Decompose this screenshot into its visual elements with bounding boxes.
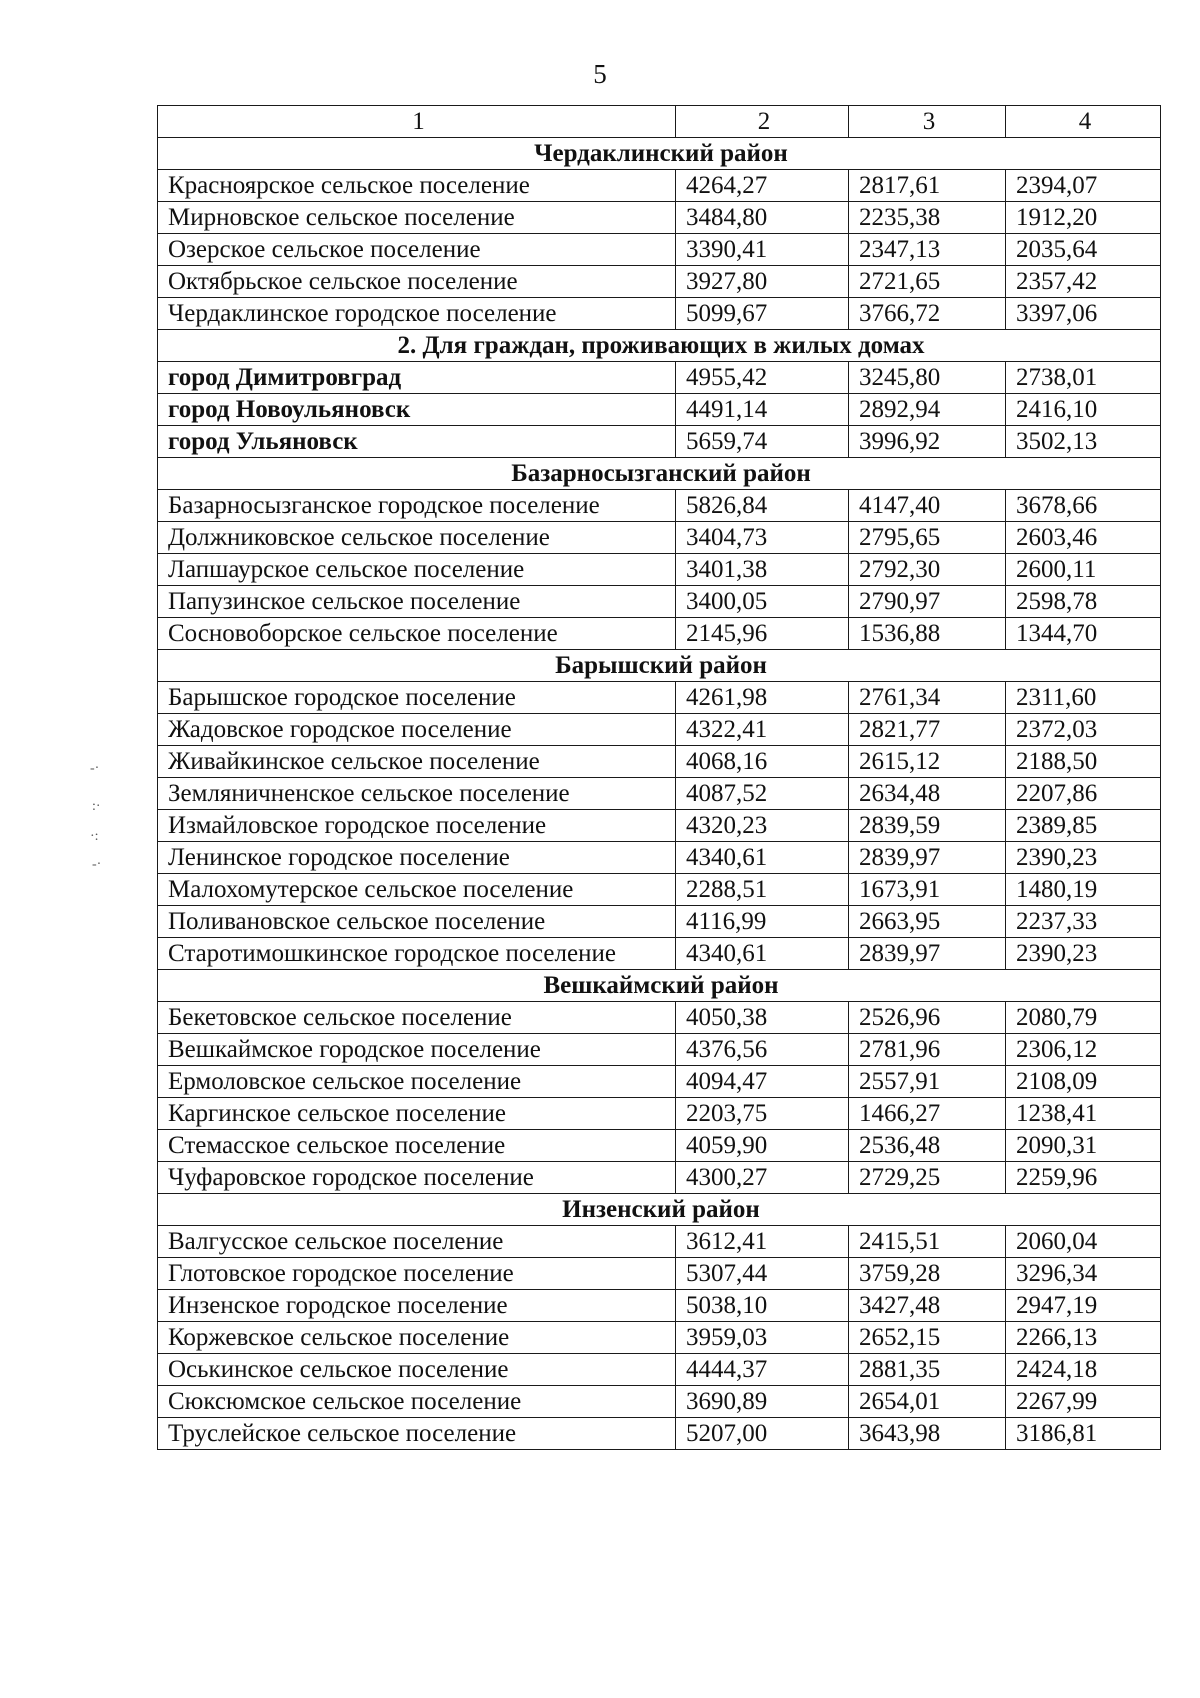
- settlement-name: Октябрьское сельское поселение: [158, 266, 676, 298]
- value-col-3: 2817,61: [849, 170, 1006, 202]
- value-col-3: 2729,25: [849, 1162, 1006, 1194]
- value-col-2: 4444,37: [676, 1354, 849, 1386]
- value-col-3: 2536,48: [849, 1130, 1006, 1162]
- value-col-2: 3404,73: [676, 522, 849, 554]
- settlement-name: Барышское городское поселение: [158, 682, 676, 714]
- value-col-3: 2652,15: [849, 1322, 1006, 1354]
- tariff-table: [157, 105, 1161, 1450]
- section-header-row: [158, 330, 1161, 362]
- settlement-name: Коржевское сельское поселение: [158, 1322, 676, 1354]
- column-header-1: 1: [158, 106, 676, 138]
- value-col-4: 2035,64: [1006, 234, 1161, 266]
- value-col-2: 3401,38: [676, 554, 849, 586]
- value-col-2: 2145,96: [676, 618, 849, 650]
- table-row: [158, 1258, 1161, 1290]
- table-row: [158, 554, 1161, 586]
- section-title: Базарносызганский район: [158, 458, 1161, 490]
- value-col-3: 1673,91: [849, 874, 1006, 906]
- section-header-row: [158, 970, 1161, 1002]
- section-title: Вешкаймский район: [158, 970, 1161, 1002]
- table-row: [158, 618, 1161, 650]
- table-row: [158, 778, 1161, 810]
- table-row: [158, 1322, 1161, 1354]
- table-row: [158, 1354, 1161, 1386]
- table-row: [158, 1418, 1161, 1450]
- table-row: [158, 170, 1161, 202]
- section-title: 2. Для граждан, проживающих в жилых домах: [158, 330, 1161, 362]
- value-col-4: 2259,96: [1006, 1162, 1161, 1194]
- value-col-2: 3612,41: [676, 1226, 849, 1258]
- settlement-name: Базарносызганское городское поселение: [158, 490, 676, 522]
- settlement-name: Озерское сельское поселение: [158, 234, 676, 266]
- value-col-3: 1536,88: [849, 618, 1006, 650]
- table-row: [158, 1162, 1161, 1194]
- table-row: [158, 746, 1161, 778]
- value-col-2: 4300,27: [676, 1162, 849, 1194]
- value-col-4: 2390,23: [1006, 842, 1161, 874]
- settlement-name: Красноярское сельское поселение: [158, 170, 676, 202]
- value-col-2: 5207,00: [676, 1418, 849, 1450]
- settlement-name: Поливановское сельское поселение: [158, 906, 676, 938]
- settlement-name: Инзенское городское поселение: [158, 1290, 676, 1322]
- table-row: [158, 714, 1161, 746]
- value-col-4: 2090,31: [1006, 1130, 1161, 1162]
- table-row: [158, 298, 1161, 330]
- value-col-4: 2357,42: [1006, 266, 1161, 298]
- value-col-4: 1480,19: [1006, 874, 1161, 906]
- value-col-2: 3400,05: [676, 586, 849, 618]
- value-col-3: 2761,34: [849, 682, 1006, 714]
- table-row: [158, 202, 1161, 234]
- value-col-4: 2390,23: [1006, 938, 1161, 970]
- settlement-name: Вешкаймское городское поселение: [158, 1034, 676, 1066]
- value-col-3: 2795,65: [849, 522, 1006, 554]
- table-row: [158, 490, 1161, 522]
- section-header-row: [158, 650, 1161, 682]
- settlement-name: Труслейское сельское поселение: [158, 1418, 676, 1450]
- value-col-3: 3766,72: [849, 298, 1006, 330]
- value-col-2: 3484,80: [676, 202, 849, 234]
- value-col-3: 3643,98: [849, 1418, 1006, 1450]
- value-col-4: 2600,11: [1006, 554, 1161, 586]
- section-title: Инзенский район: [158, 1194, 1161, 1226]
- table-row: [158, 1066, 1161, 1098]
- value-col-2: 5307,44: [676, 1258, 849, 1290]
- section-header-row: [158, 138, 1161, 170]
- settlement-name: Должниковское сельское поселение: [158, 522, 676, 554]
- settlement-name: Мирновское сельское поселение: [158, 202, 676, 234]
- value-col-2: 5099,67: [676, 298, 849, 330]
- scan-mark: -·: [90, 761, 100, 776]
- settlement-name: Чердаклинское городское поселение: [158, 298, 676, 330]
- value-col-2: 4340,61: [676, 842, 849, 874]
- value-col-3: 2892,94: [849, 394, 1006, 426]
- value-col-2: 4264,27: [676, 170, 849, 202]
- value-col-4: 3678,66: [1006, 490, 1161, 522]
- value-col-2: 4094,47: [676, 1066, 849, 1098]
- settlement-name: город Димитровград: [158, 362, 676, 394]
- value-col-2: 5826,84: [676, 490, 849, 522]
- table-row: [158, 1002, 1161, 1034]
- settlement-name: Малохомутерское сельское поселение: [158, 874, 676, 906]
- value-col-3: 2721,65: [849, 266, 1006, 298]
- value-col-4: 2311,60: [1006, 682, 1161, 714]
- settlement-name: Сосновоборское сельское поселение: [158, 618, 676, 650]
- value-col-2: 5038,10: [676, 1290, 849, 1322]
- value-col-3: 1466,27: [849, 1098, 1006, 1130]
- table-row: [158, 906, 1161, 938]
- settlement-name: Папузинское сельское поселение: [158, 586, 676, 618]
- value-col-2: 4059,90: [676, 1130, 849, 1162]
- value-col-4: 2416,10: [1006, 394, 1161, 426]
- value-col-4: 2738,01: [1006, 362, 1161, 394]
- settlement-name: Стемасское сельское поселение: [158, 1130, 676, 1162]
- value-col-3: 2881,35: [849, 1354, 1006, 1386]
- value-col-4: 2207,86: [1006, 778, 1161, 810]
- table-row: [158, 842, 1161, 874]
- value-col-2: 4376,56: [676, 1034, 849, 1066]
- value-col-4: 1344,70: [1006, 618, 1161, 650]
- table-row: [158, 1226, 1161, 1258]
- table-row: [158, 1386, 1161, 1418]
- value-col-4: 2603,46: [1006, 522, 1161, 554]
- value-col-3: 2235,38: [849, 202, 1006, 234]
- value-col-2: 4050,38: [676, 1002, 849, 1034]
- table-row: [158, 874, 1161, 906]
- value-col-3: 3245,80: [849, 362, 1006, 394]
- value-col-4: 2266,13: [1006, 1322, 1161, 1354]
- value-col-2: 2203,75: [676, 1098, 849, 1130]
- value-col-4: 2080,79: [1006, 1002, 1161, 1034]
- settlement-name: Сюксюмское сельское поселение: [158, 1386, 676, 1418]
- table-row: [158, 810, 1161, 842]
- table-row: [158, 1130, 1161, 1162]
- value-col-2: 4116,99: [676, 906, 849, 938]
- value-col-2: 4322,41: [676, 714, 849, 746]
- value-col-2: 4261,98: [676, 682, 849, 714]
- value-col-3: 2347,13: [849, 234, 1006, 266]
- scan-mark: -·: [92, 857, 102, 872]
- settlement-name: Бекетовское сельское поселение: [158, 1002, 676, 1034]
- table-row: [158, 682, 1161, 714]
- value-col-3: 2792,30: [849, 554, 1006, 586]
- table-row: [158, 938, 1161, 970]
- column-header-3: 3: [849, 106, 1006, 138]
- value-col-2: 4320,23: [676, 810, 849, 842]
- settlement-name: город Новоульяновск: [158, 394, 676, 426]
- value-col-3: 2654,01: [849, 1386, 1006, 1418]
- settlement-name: Валгусское сельское поселение: [158, 1226, 676, 1258]
- value-col-4: 1912,20: [1006, 202, 1161, 234]
- table-row: [158, 266, 1161, 298]
- settlement-name: Глотовское городское поселение: [158, 1258, 676, 1290]
- settlement-name: Живайкинское сельское поселение: [158, 746, 676, 778]
- value-col-4: 2394,07: [1006, 170, 1161, 202]
- value-col-2: 4491,14: [676, 394, 849, 426]
- value-col-3: 2790,97: [849, 586, 1006, 618]
- settlement-name: Чуфаровское городское поселение: [158, 1162, 676, 1194]
- page-number: 5: [593, 59, 607, 89]
- value-col-3: 2557,91: [849, 1066, 1006, 1098]
- column-number-row: [158, 106, 1161, 138]
- table-row: [158, 394, 1161, 426]
- value-col-3: 3759,28: [849, 1258, 1006, 1290]
- value-col-3: 2634,48: [849, 778, 1006, 810]
- value-col-4: 3502,13: [1006, 426, 1161, 458]
- table-row: [158, 1098, 1161, 1130]
- value-col-4: 3186,81: [1006, 1418, 1161, 1450]
- scan-mark: :·: [92, 799, 101, 814]
- value-col-2: 4087,52: [676, 778, 849, 810]
- table-row: [158, 1034, 1161, 1066]
- value-col-3: 2839,97: [849, 938, 1006, 970]
- value-col-4: 2108,09: [1006, 1066, 1161, 1098]
- section-title: Чердаклинский район: [158, 138, 1161, 170]
- table-row: [158, 1290, 1161, 1322]
- column-header-4: 4: [1006, 106, 1161, 138]
- settlement-name: Земляничненское сельское поселение: [158, 778, 676, 810]
- settlement-name: Каргинское сельское поселение: [158, 1098, 676, 1130]
- scan-mark: ·:: [90, 829, 99, 844]
- value-col-4: 3296,34: [1006, 1258, 1161, 1290]
- value-col-2: 2288,51: [676, 874, 849, 906]
- value-col-4: 1238,41: [1006, 1098, 1161, 1130]
- table-row: [158, 522, 1161, 554]
- value-col-4: 2424,18: [1006, 1354, 1161, 1386]
- value-col-4: 2372,03: [1006, 714, 1161, 746]
- value-col-4: 2598,78: [1006, 586, 1161, 618]
- table-row: [158, 234, 1161, 266]
- value-col-3: 2663,95: [849, 906, 1006, 938]
- settlement-name: Жадовское городское поселение: [158, 714, 676, 746]
- value-col-2: 3927,80: [676, 266, 849, 298]
- value-col-3: 2781,96: [849, 1034, 1006, 1066]
- value-col-2: 5659,74: [676, 426, 849, 458]
- value-col-4: 2237,33: [1006, 906, 1161, 938]
- table-row: [158, 586, 1161, 618]
- value-col-3: 3996,92: [849, 426, 1006, 458]
- section-title: Барышский район: [158, 650, 1161, 682]
- value-col-2: 4955,42: [676, 362, 849, 394]
- value-col-3: 2415,51: [849, 1226, 1006, 1258]
- value-col-4: 3397,06: [1006, 298, 1161, 330]
- section-header-row: [158, 458, 1161, 490]
- value-col-3: 2821,77: [849, 714, 1006, 746]
- settlement-name: Ленинское городское поселение: [158, 842, 676, 874]
- value-col-2: 3690,89: [676, 1386, 849, 1418]
- table-row: [158, 426, 1161, 458]
- table-row: [158, 362, 1161, 394]
- value-col-3: 2526,96: [849, 1002, 1006, 1034]
- settlement-name: Лапшаурское сельское поселение: [158, 554, 676, 586]
- settlement-name: Старотимошкинское городское поселение: [158, 938, 676, 970]
- settlement-name: Ермоловское сельское поселение: [158, 1066, 676, 1098]
- settlement-name: город Ульяновск: [158, 426, 676, 458]
- value-col-2: 4068,16: [676, 746, 849, 778]
- value-col-4: 2267,99: [1006, 1386, 1161, 1418]
- value-col-3: 2839,59: [849, 810, 1006, 842]
- column-header-2: 2: [676, 106, 849, 138]
- value-col-3: 3427,48: [849, 1290, 1006, 1322]
- value-col-4: 2947,19: [1006, 1290, 1161, 1322]
- value-col-3: 2615,12: [849, 746, 1006, 778]
- value-col-2: 3390,41: [676, 234, 849, 266]
- value-col-2: 4340,61: [676, 938, 849, 970]
- settlement-name: Оськинское сельское поселение: [158, 1354, 676, 1386]
- value-col-3: 2839,97: [849, 842, 1006, 874]
- value-col-4: 2060,04: [1006, 1226, 1161, 1258]
- value-col-4: 2306,12: [1006, 1034, 1161, 1066]
- value-col-2: 3959,03: [676, 1322, 849, 1354]
- value-col-4: 2389,85: [1006, 810, 1161, 842]
- value-col-3: 4147,40: [849, 490, 1006, 522]
- section-header-row: [158, 1194, 1161, 1226]
- value-col-4: 2188,50: [1006, 746, 1161, 778]
- settlement-name: Измайловское городское поселение: [158, 810, 676, 842]
